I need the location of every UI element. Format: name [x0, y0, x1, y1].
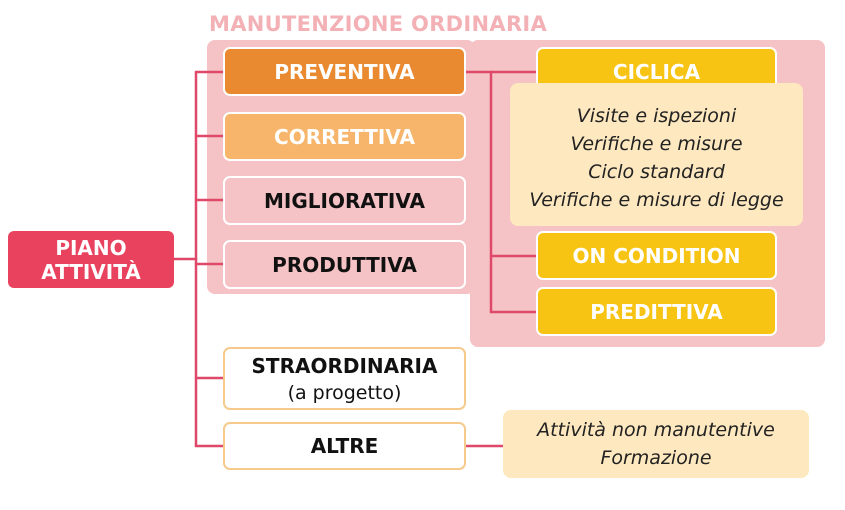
altre-box: ALTRE: [223, 422, 466, 470]
predittiva-box: PREDITTIVA: [536, 287, 777, 336]
produttiva-box: PRODUTTIVA: [223, 240, 466, 289]
on-condition-box: ON CONDITION: [536, 231, 777, 280]
straordinaria-label: STRAORDINARIA: [251, 353, 438, 378]
altre-item: Formazione: [600, 447, 712, 469]
correttiva-box: CORRETTIVA: [223, 112, 466, 161]
altre-item: Attività non manutentive: [537, 419, 775, 441]
root-line1: PIANO: [55, 235, 127, 260]
ciclica-item: Visite e ispezioni: [576, 104, 737, 127]
region-title: MANUTENZIONE ORDINARIA: [209, 12, 548, 36]
root-line2: ATTIVITÀ: [41, 259, 141, 284]
preventiva-box: PREVENTIVA: [223, 47, 466, 96]
altre-items-panel: [503, 410, 809, 478]
ciclica-items-panel: [510, 83, 803, 226]
ciclica-box: CICLICA: [536, 47, 777, 96]
migliorativa-box: MIGLIORATIVA: [223, 176, 466, 225]
straordinaria-sublabel: (a progetto): [287, 381, 402, 404]
ciclica-item: Ciclo standard: [588, 160, 725, 183]
root-node: [8, 231, 174, 288]
ciclica-item: Verifiche e misure di legge: [529, 188, 784, 211]
ciclica-item: Verifiche e misure: [570, 132, 743, 155]
straordinaria-box: [223, 347, 466, 410]
